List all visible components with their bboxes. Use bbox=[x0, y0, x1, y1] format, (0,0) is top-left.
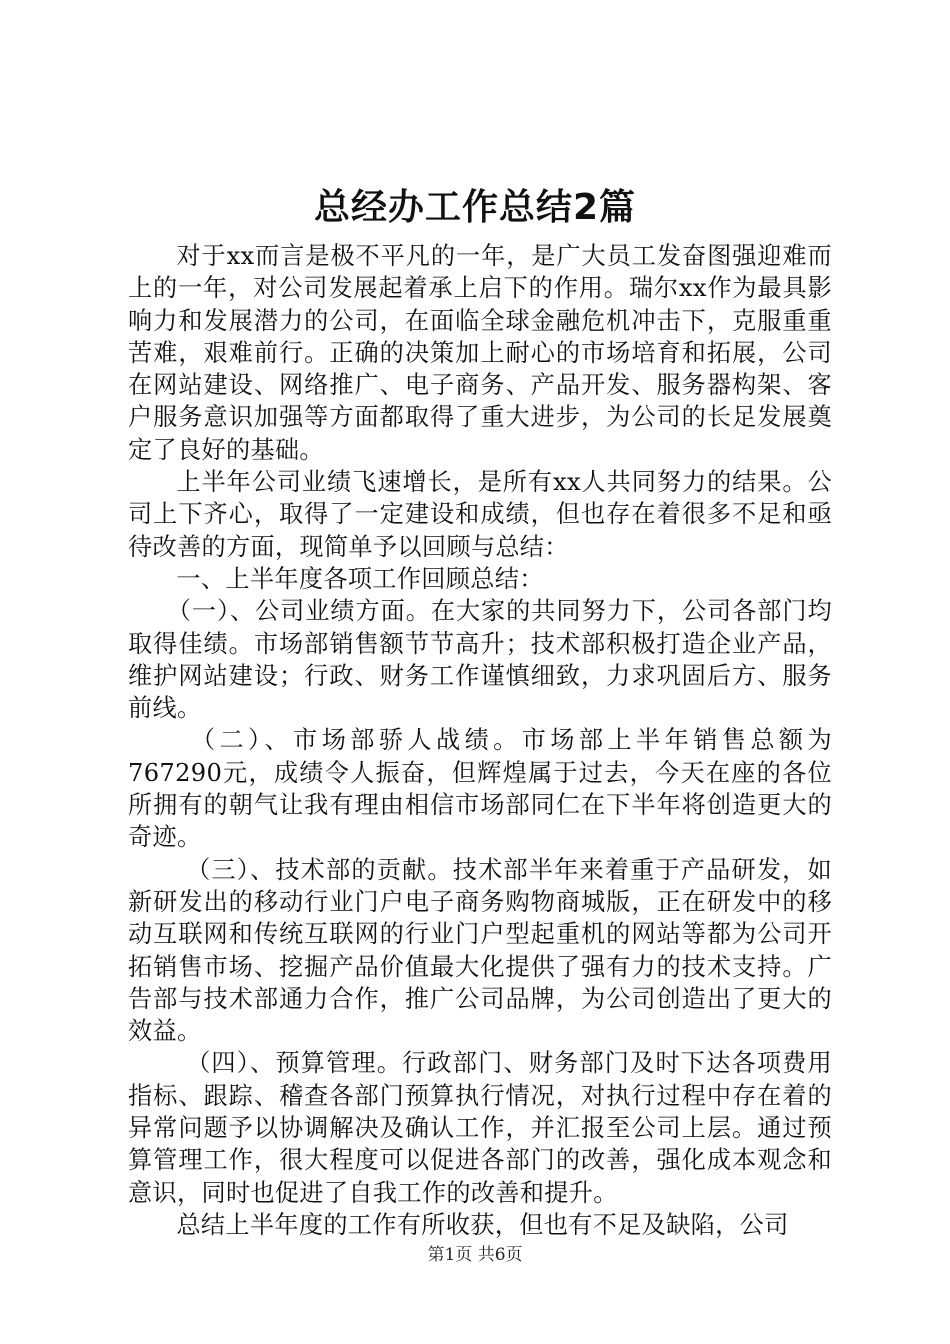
paragraph-item-3: （三）、技术部的贡献。技术部半年来着重于产品研发，如新研发出的移动行业门户电子商务购物商城版，正在研发中的移动互联网和传统互联网的行业门户型起重机的网站等都为公司开拓销售市场、挖掘产品价值最大化提供了强有力的技术支持。广告部与技术部通力合作，推广公司品牌，为公司创造出了更大的效益。 bbox=[128, 855, 832, 1046]
page-number-footer: 第1页 共6页 bbox=[427, 1245, 523, 1265]
paragraph-intro: 对于xx而言是极不平凡的一年，是广大员工发奋图强迎难而上的一年，对公司发展起着承上启下的作用。瑞尔xx作为最具影响力和发展潜力的公司，在面临全球金融危机冲击下，克服重重苦难，艰难前行。正确的决策加上耐心的市场培育和拓展，公司在网站建设、网络推广、电子商务、产品开发、服务器构架、客户服务意识加强等方面都取得了重大进步，为公司的长足发展奠定了良好的基础。 bbox=[128, 242, 832, 464]
paragraph-conclusion: 总结上半年度的工作有所收获，但也有不足及缺陷，公司 bbox=[176, 1210, 789, 1239]
paragraph-item-1: （一）、公司业绩方面。在大家的共同努力下，公司各部门均取得佳绩。市场部销售额节节高升；技术部积极打造企业产品，维护网站建设；行政、财务工作谨慎细致，力求巩固后方、服务前线。 bbox=[128, 597, 832, 723]
document-body bbox=[128, 240, 832, 1241]
paragraph-item-4: （四）、预算管理。行政部门、财务部门及时下达各项费用指标、跟踪、稽查各部门预算执行情况，对执行过程中存在着的异常问题予以协调解决及确认工作，并汇报至公司上层。通过预算管理工作，很大程度可以促进各部门的改善，强化成本观念和意识，同时也促进了自我工作的改善和提升。 bbox=[128, 1049, 832, 1207]
document-title: 总经办工作总结2篇 bbox=[313, 187, 637, 228]
paragraph-item-2: （二）、市场部骄人战绩。市场部上半年销售总额为767290元，成绩令人振奋，但辉煌属于过去，今天在座的各位所拥有的朝气让我有理由相信市场部同仁在下半年将创造更大的奇迹。 bbox=[128, 726, 832, 852]
section-heading: 一、上半年度各项工作回顾总结： bbox=[176, 564, 544, 593]
paragraph-summary: 上半年公司业绩飞速增长，是所有xx人共同努力的结果。公司上下齐心，取得了一定建设和成绩，但也存在着很多不足和亟待改善的方面，现简单予以回顾与总结： bbox=[128, 468, 832, 561]
